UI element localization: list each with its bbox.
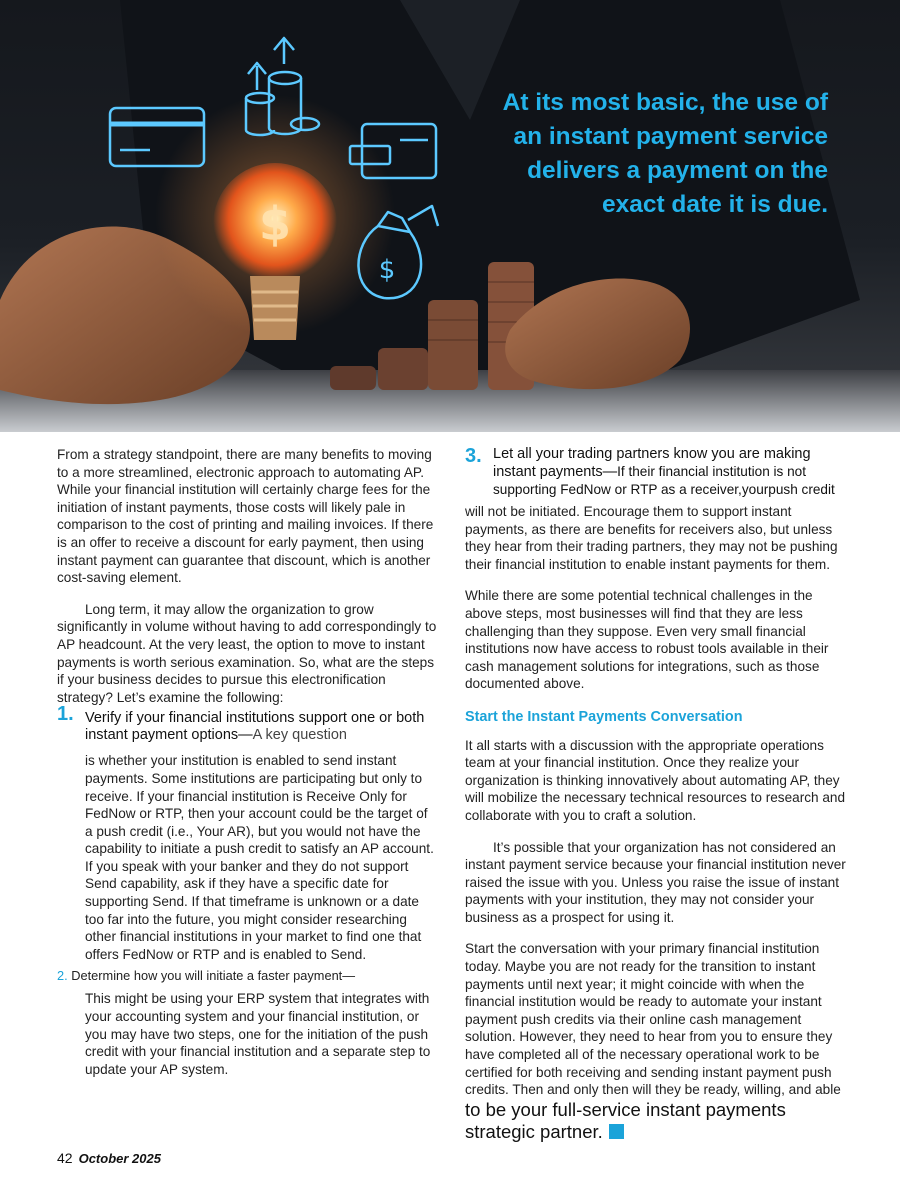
right-column [465, 446, 847, 1143]
step-number: 1. [57, 703, 74, 726]
step-title: Verify if your financial institutions support one or both instant payment options— [85, 710, 425, 744]
closing-line [465, 1099, 847, 1143]
step-body: This might be using your ERP system that integrates with your accounting system and your financial institution, or you may have two steps, one for the initiation of the push credit with your financial institution and a separate step to update your AP system. [85, 991, 431, 1077]
pull-quote: At its most basic, the use of an instant payment service delivers a payment on the exact date it is due. [502, 89, 828, 218]
hero-photo [0, 0, 900, 432]
step-number: 3. [465, 445, 482, 467]
page-number: 42 [57, 1150, 73, 1166]
paragraph-strategy: From a strategy standpoint, there are many benefits to moving to a more streamlined, electronic approach to automating AP. While your financial institution will certainly charge fees for the initiation of instant payments, those costs will likely pale in comparison to the cost of printing and mailing invoices. If there is an offer to receive a discount for early payment, then using instant payment can guarantee that discount, which is another cost-saving element. [57, 447, 434, 586]
page-footer [57, 1150, 161, 1166]
step-lead: A key question [252, 727, 347, 744]
step-heading [493, 446, 847, 499]
step-title: Determine how you will initiate a faster payment— [71, 968, 356, 984]
step-body: is whether your institution is enabled to send instant payments. Some institutions are participating but only to receive. If your financial institution is Receive Only for FedNow or RTP, then your account could be the target of a push credit (i.e., Your AR), but you would not have the capability to initiate a push credit to satisfy an AP account. [85, 753, 434, 857]
paragraph-today: Start the conversation with your primary financial institution today. Maybe you are not ready for the transition to instant payments until next year; it might coincide with when the financial institution would be ready to automate your instant payment push credits via their online cash management solution. However, they need to hear from you to ensure they have completed all of the necessary operational work to be certified for both receiving and sending instant payment push credits. Then and only then will they be ready, willing, and able [465, 941, 841, 1098]
step-body: will not be initiated. Encourage them to support instant payments, as there are benefits for receivers also, but unless they hear from their trading partners, they may not be pushing their financial institution to enable instant payments for them. [465, 504, 838, 572]
paragraph-challenges: While there are some potential technical challenges in the above steps, most businesses will find that they are less challenging than they suppose. Even very small financial institutions now have access to robust tools available in their cash management solutions for integrations, such as those documented above. [465, 588, 829, 692]
paragraph-start: It all starts with a discussion with the appropriate operations team at your financial institution. Once they realize your organization is thinking innovatively about automating AP, they will mobilize the necessary technical resources to research and collaborate with you to craft a solution. [465, 737, 846, 823]
step-body: If you speak with your banker and they do not support Send capability, ask if they have a specific date for supporting Send. If that timeframe is unknown or a date too far into the future, you might consider researching other financial institutions in your market to find one that offers FedNow or RTP and is enabled to Send. [85, 858, 422, 962]
svg-text:$: $ [258, 197, 292, 251]
step-number: 2. [57, 968, 68, 984]
step-lead: If their financial institution is not supporting FedNow or RTP as a receiver,yourpush credit [493, 464, 835, 497]
step-heading [85, 710, 437, 744]
issue-date: October 2025 [78, 1151, 161, 1166]
step-3 [465, 446, 847, 499]
left-column [57, 446, 437, 1078]
step-1 [57, 703, 437, 963]
step-2 [57, 967, 437, 984]
paragraph-long-term: Long term, it may allow the organization to grow significantly in volume without having to add correspondingly to AP headcount. At the very least, the option to move to instant payments is worth serious examination. So, what are the steps if your business decides to pursue this electronification strategy? Let’s examine the following: [57, 601, 437, 705]
step-title: Let all your trading partners know you are making instant payments— [493, 446, 811, 480]
section-heading: Start the Instant Payments Conversation [465, 708, 743, 725]
paragraph-possible: It’s possible that your organization has not considered an instant payment service because your financial institution never raised the issue with you. Unless you raise the issue of instant payments with your institution, they may not consider your business as a prospect for using it. [465, 839, 846, 925]
closing-text: to be your full-service instant payments strategic partner. [465, 1098, 786, 1142]
svg-text:$: $ [378, 255, 396, 285]
end-mark-icon [609, 1124, 624, 1139]
